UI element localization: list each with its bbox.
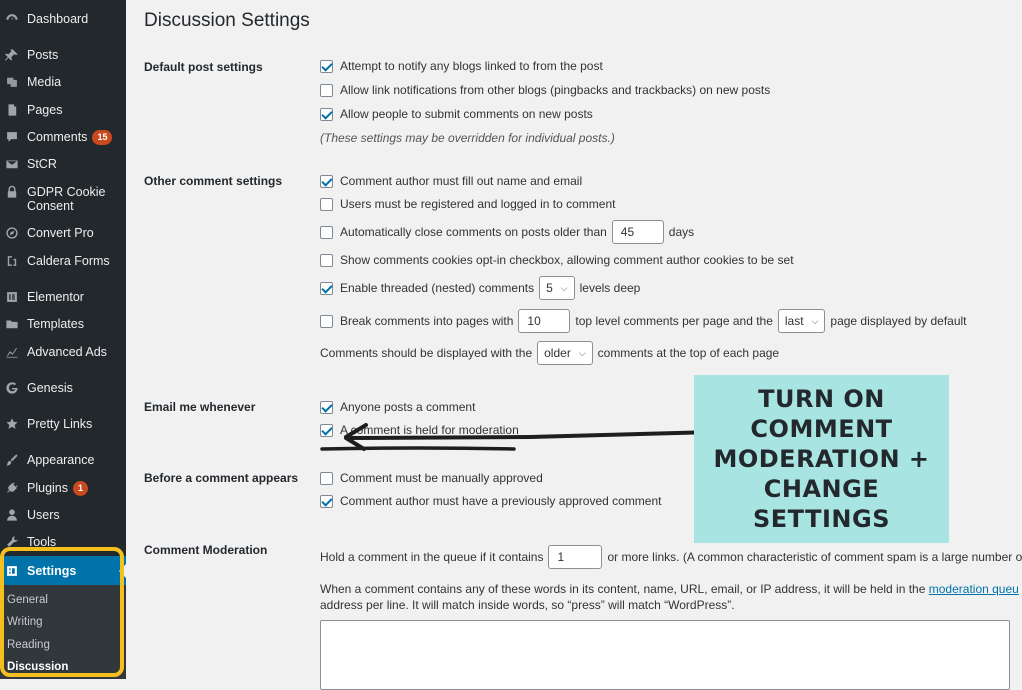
media-icon (5, 75, 19, 89)
sidebar-item-label: Templates (27, 317, 84, 331)
option-label: Allow people to submit comments on new posts (340, 107, 593, 121)
option-label: Anyone posts a comment (340, 400, 476, 414)
sidebar-item-caldera[interactable] (0, 254, 126, 268)
sidebar-item-label: Advanced Ads (27, 345, 107, 359)
option-cookies-optin[interactable] (320, 253, 794, 267)
checkbox[interactable] (320, 254, 333, 267)
section-label-before: Before a comment appears (144, 471, 299, 485)
option-label: comments at the top of each page (597, 346, 780, 360)
star-icon (5, 417, 19, 431)
option-label: or more links. (A common characteristic of comment spam is a large number o (607, 550, 1022, 564)
option-link-notifications[interactable] (320, 83, 770, 97)
checkbox[interactable] (320, 84, 333, 97)
sidebar-item-genesis[interactable] (0, 381, 126, 395)
option-label: Comments should be displayed with the (320, 346, 533, 360)
option-comment-order (320, 341, 779, 365)
option-previously-approved[interactable] (320, 494, 662, 508)
pages-icon (5, 103, 19, 117)
dashboard-icon (5, 12, 19, 26)
sidebar-item-posts[interactable] (0, 48, 126, 62)
default-post-note: (These settings may be overridden for individual posts.) (320, 131, 615, 145)
lock-icon (5, 185, 19, 199)
sidebar-item-label: Dashboard (27, 12, 89, 26)
sidebar-item-label: Elementor (27, 290, 84, 304)
option-email-any-comment[interactable] (320, 400, 475, 414)
brush-icon (5, 453, 19, 467)
sidebar-item-label: Appearance (27, 453, 95, 467)
checkbox[interactable] (320, 401, 333, 414)
option-label: A comment is held for moderation (340, 423, 519, 437)
folder-icon (5, 317, 19, 331)
comments-count-badge: 15 (92, 130, 112, 145)
sidebar-item-convert-pro[interactable] (0, 226, 126, 240)
comment-icon (5, 130, 19, 144)
submenu-item-general[interactable]: General (7, 594, 48, 606)
thread-depth-select[interactable] (539, 276, 575, 300)
option-label: Automatically close comments on posts older than (340, 225, 607, 239)
sidebar-item-label: Tools (27, 535, 57, 549)
sidebar-item-label: Media (27, 75, 62, 89)
sidebar-item-label: Caldera Forms (27, 254, 110, 268)
chart-icon (5, 345, 19, 359)
sidebar-item-plugins[interactable] (0, 481, 126, 496)
plugins-count-badge: 1 (73, 481, 88, 496)
sidebar-item-elementor[interactable] (0, 290, 126, 304)
comments-per-page-input[interactable]: 10 (518, 309, 570, 333)
option-auto-close[interactable] (320, 220, 694, 244)
max-links-input[interactable]: 1 (548, 545, 602, 569)
description-text: When a comment contains any of these words in its content, name, URL, email, or IP address, it will be held in the (320, 582, 926, 596)
option-label: Allow link notifications from other blogs (pingbacks and trackbacks) on new posts (340, 83, 771, 97)
sidebar-item-pages[interactable] (0, 103, 126, 117)
submenu-item-discussion[interactable]: Discussion (7, 661, 69, 673)
moderation-queue-link[interactable]: moderation queu (928, 582, 1019, 596)
moderation-description (320, 582, 1019, 596)
option-require-name-email[interactable] (320, 174, 582, 188)
option-label: Break comments into pages with (340, 314, 514, 328)
sidebar-item-label: Users (27, 508, 60, 522)
genesis-icon (5, 381, 19, 395)
sidebar-item-label: Settings (27, 563, 77, 578)
callout-text: TURN ON COMMENT MODERATION + CHANGE SETTINGS (713, 385, 930, 533)
sidebar-item-label: Posts (27, 48, 59, 62)
sidebar-item-media[interactable] (0, 75, 126, 89)
moderation-description-line2: address per line. It will match inside words, so “press” will match “WordPress”. (320, 598, 735, 612)
sidebar-item-advanced-ads[interactable] (0, 345, 126, 359)
page-title: Discussion Settings (144, 10, 310, 31)
sidebar-item-appearance[interactable] (0, 453, 126, 467)
submenu-item-reading[interactable]: Reading (7, 639, 50, 651)
section-label-other-comment: Other comment settings (144, 174, 283, 188)
option-label: days (668, 225, 695, 239)
compass-icon (5, 226, 19, 240)
section-label-moderation: Comment Moderation (144, 543, 268, 557)
mail-icon (5, 157, 19, 171)
checkbox[interactable] (320, 175, 333, 188)
option-label: levels deep (579, 281, 641, 295)
bracket-icon (5, 254, 19, 268)
option-hold-links (320, 545, 1022, 569)
sidebar-item-pretty-links[interactable] (0, 417, 126, 431)
pin-icon (5, 48, 19, 62)
option-manual-approve[interactable] (320, 471, 543, 485)
option-label: top level comments per page and the (575, 314, 773, 328)
settings-highlight-outline (0, 547, 124, 677)
option-label: Attempt to notify any blogs linked to from the post (340, 59, 603, 73)
checkbox[interactable] (320, 60, 333, 73)
submenu-item-writing[interactable]: Writing (7, 616, 43, 628)
option-label: Comment author must have a previously approved comment (340, 494, 662, 508)
annotation-callout (694, 375, 949, 543)
checkbox[interactable] (320, 472, 333, 485)
option-threaded[interactable] (320, 276, 640, 300)
select-value: last (784, 314, 804, 328)
sidebar-item-label: Convert Pro (27, 226, 94, 240)
select-value: 5 (546, 281, 553, 295)
elementor-icon (5, 290, 19, 304)
option-label: Hold a comment in the queue if it contains (320, 550, 544, 564)
sidebar-item-label: Pretty Links (27, 417, 93, 431)
chevron-down-icon: ⌵ (811, 315, 819, 326)
chevron-down-icon: ⌵ (560, 282, 568, 293)
moderation-keys-textarea[interactable] (320, 620, 1010, 690)
option-notify-blogs[interactable] (320, 59, 603, 73)
section-label-default-post: Default post settings (144, 60, 263, 74)
plug-icon (5, 481, 19, 495)
option-allow-comments[interactable] (320, 107, 593, 121)
checkbox[interactable] (320, 226, 333, 239)
sidebar-item-dashboard[interactable] (0, 12, 126, 26)
option-label: page displayed by default (830, 314, 967, 328)
arrow-annotation (318, 418, 718, 458)
option-label: Comment author must fill out name and email (340, 174, 583, 188)
sidebar-item-label: Comments (27, 130, 88, 144)
checkbox[interactable] (320, 315, 333, 328)
sidebar-item-label: Plugins (27, 481, 68, 495)
user-icon (5, 508, 19, 522)
default-page-select[interactable] (778, 309, 826, 333)
close-days-input[interactable]: 45 (612, 220, 664, 244)
sidebar-item-label: StCR (27, 157, 57, 171)
option-label: Users must be registered and logged in to comment (340, 197, 616, 211)
sidebar-item-gdpr[interactable] (0, 185, 126, 213)
section-label-email: Email me whenever (144, 400, 256, 414)
sidebar-item-label: Genesis (27, 381, 73, 395)
checkbox[interactable] (320, 108, 333, 121)
sidebar-item-stcr[interactable] (0, 157, 126, 171)
sidebar-item-label: Pages (27, 103, 63, 117)
checkbox[interactable] (320, 198, 333, 211)
option-paginate[interactable] (320, 309, 967, 333)
sidebar-item-templates[interactable] (0, 317, 126, 331)
option-label: Show comments cookies opt-in checkbox, allowing comment author cookies to be set (340, 253, 794, 267)
sidebar-item-label: GDPR Cookie Consent (27, 185, 106, 213)
checkbox[interactable] (320, 495, 333, 508)
sidebar-item-comments[interactable] (0, 130, 126, 145)
chevron-down-icon: ⌵ (578, 347, 586, 358)
comment-order-select[interactable] (537, 341, 593, 365)
option-registered-only[interactable] (320, 197, 615, 211)
checkbox[interactable] (320, 282, 333, 295)
admin-sidebar (0, 0, 126, 679)
option-label: Comment must be manually approved (340, 471, 543, 485)
option-label: Enable threaded (nested) comments (340, 281, 535, 295)
sidebar-item-users[interactable] (0, 508, 126, 522)
select-value: older (544, 346, 571, 360)
